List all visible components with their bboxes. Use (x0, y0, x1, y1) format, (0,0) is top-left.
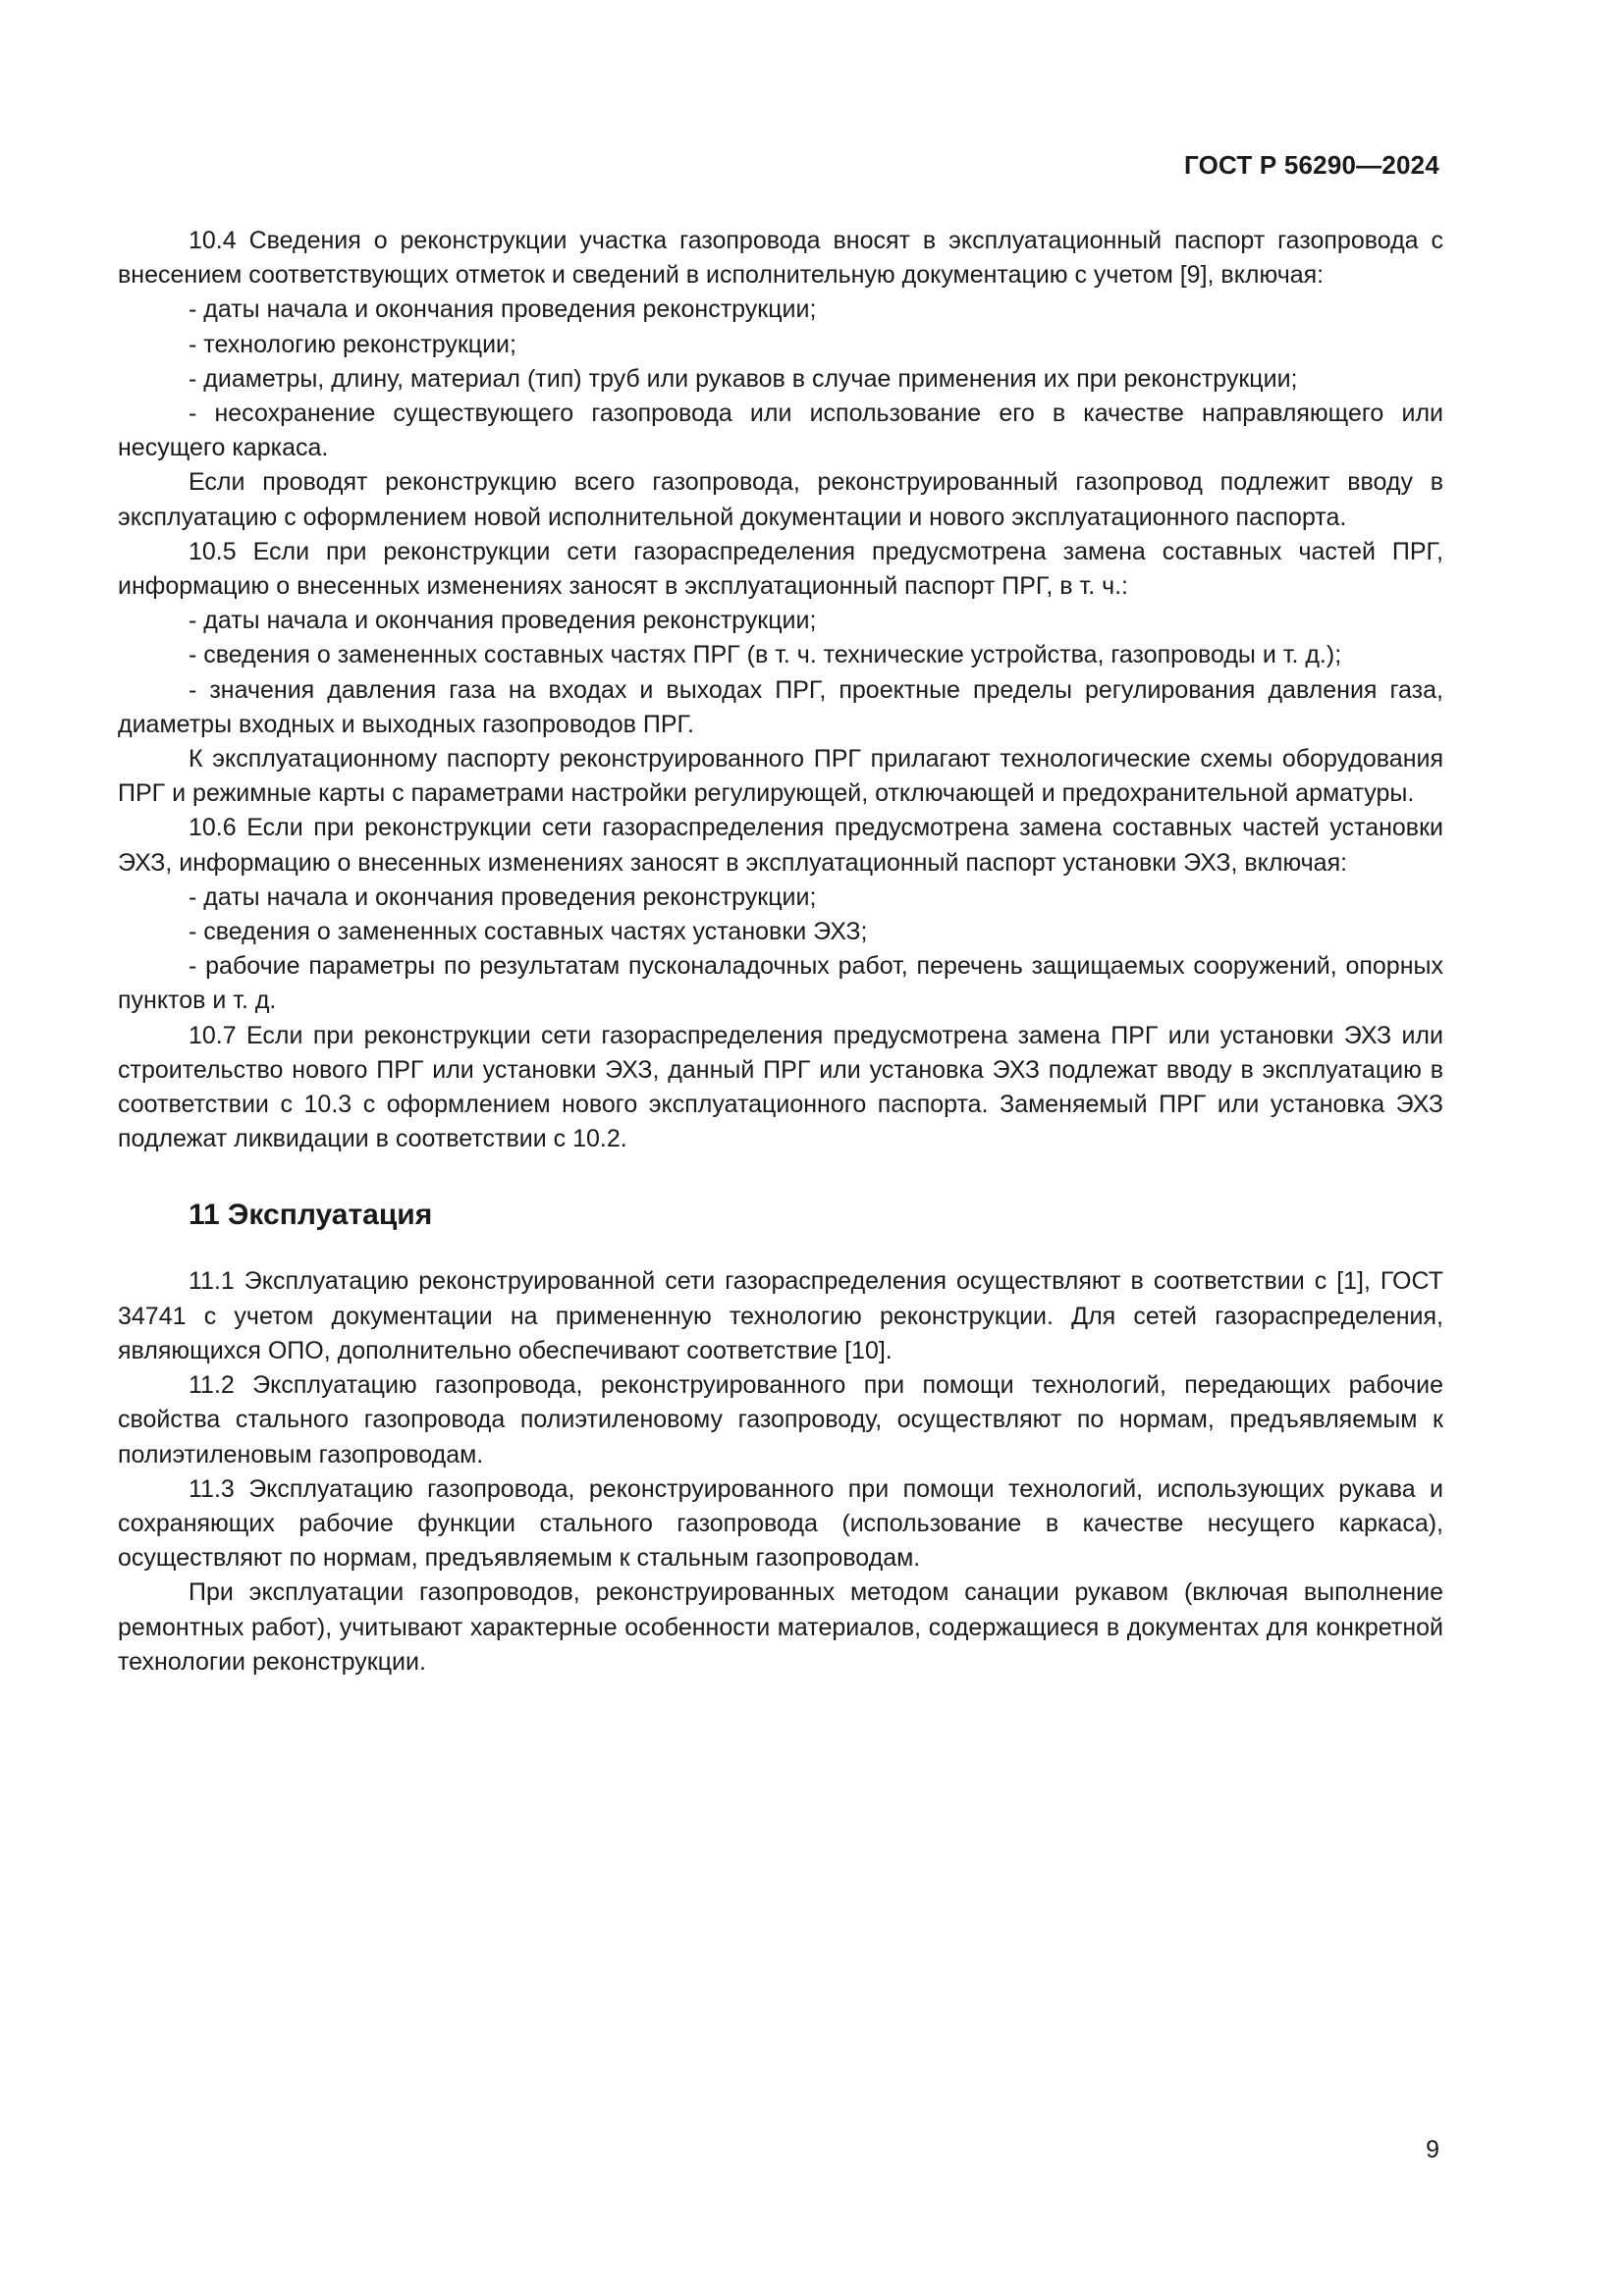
list-item: - рабочие параметры по результатам пусконаладочных работ, перечень защищаемых сооружений, опорных пунктов и т. д. (118, 952, 1443, 1015)
page-number: 9 (1426, 2136, 1439, 2163)
section-heading: 11 Эксплуатация (189, 1199, 433, 1232)
paragraph-10-7: 10.7 Если при реконструкции сети газораспределения предусмотрена замена ПРГ или установки ЭХЗ или строительство нового ПРГ или установки ЭХЗ, данный ПРГ или установка ЭХЗ подлежат вводу в эксплуатацию в соответствии с 10.3 с оформлением нового эксплуатационного паспорта. Заменяемый ПРГ или установка ЭХЗ подлежат ликвидации в соответствии с 10.2. (118, 1021, 1443, 1153)
list-item: - даты начала и окончания проведения реконструкции; (189, 882, 817, 911)
paragraph: Если проводят реконструкцию всего газопровода, реконструированный газопровод подлежит вводу в эксплуатацию с оформлением новой исполнительной документации и нового эксплуатационного паспорта. (118, 468, 1443, 531)
paragraph-11-1: 11.1 Эксплуатацию реконструированной сети газораспределения осуществляют в соответствии с [1], ГОСТ 34741 с учетом документации на примененную технологию реконструкции. Для сетей газораспределения, являющихся ОПО, дополнительно обеспечивают соответствие [10]. (118, 1267, 1443, 1364)
list-item: - несохранение существующего газопровода или использование его в качестве направляющего или несущего каркаса. (118, 400, 1443, 462)
list-item: - значения давления газа на входах и выходах ПРГ, проектные пределы регулирования давления газа, диаметры входных и выходных газопроводов ПРГ. (118, 675, 1443, 738)
list-item: - сведения о замененных составных частях ПРГ (в т. ч. технические устройства, газопроводы и т. д.); (189, 641, 1342, 669)
list-item: - технологию реконструкции; (189, 330, 516, 358)
document-header: ГОСТ Р 56290—2024 (1184, 150, 1439, 180)
section-10 (118, 224, 1443, 1156)
paragraph: При эксплуатации газопроводов, реконструированных методом санации рукавом (включая выполнение ремонтных работ), учитывают характерные особенности материалов, содержащиеся в документах для конкретной технологии реконструкции. (118, 1578, 1443, 1676)
list-item: - диаметры, длину, материал (тип) труб или рукавов в случае применения их при реконструкции; (189, 364, 1298, 393)
paragraph-11-3: 11.3 Эксплуатацию газопровода, реконструированного при помощи технологий, использующих рукава и сохраняющих рабочие функции стального газопровода (использование в качестве несущего каркаса), осуществляют по нормам, предъявляемым к стальным газопроводам. (118, 1474, 1443, 1573)
paragraph: К эксплуатационному паспорту реконструированного ПРГ прилагают технологические схемы оборудования ПРГ и режимные карты с параметрами настройки регулирующей, отключающей и предохранительной арматуры. (118, 745, 1443, 808)
paragraph-11-2: 11.2 Эксплуатацию газопровода, реконструированного при помощи технологий, передающих рабочие свойства стального газопровода полиэтиленовому газопроводу, осуществляют по нормам, предъявляемым к полиэтиленовым газопроводам. (118, 1371, 1443, 1468)
document-body (118, 224, 1443, 1680)
paragraph-10-6: 10.6 Если при реконструкции сети газораспределения предусмотрена замена составных частей установки ЭХЗ, информацию о внесенных изменениях заносят в эксплуатационный паспорт установки ЭХЗ, включая: (118, 814, 1443, 877)
list-item: - даты начала и окончания проведения реконструкции; (189, 295, 817, 324)
paragraph-10-5: 10.5 Если при реконструкции сети газораспределения предусмотрена замена составных частей ПРГ, информацию о внесенных изменениях заносят в эксплуатационный паспорт ПРГ, в т. ч.: (118, 537, 1443, 601)
list-item: - сведения о замененных составных частях установки ЭХЗ; (189, 918, 868, 946)
list-item: - даты начала и окончания проведения реконструкции; (189, 607, 817, 635)
section-11 (118, 1264, 1443, 1679)
paragraph-10-4: 10.4 Сведения о реконструкции участка газопровода вносят в эксплуатационный паспорт газопровода с внесением соответствующих отметок и сведений в исполнительную документацию с учетом [9], включая: (118, 227, 1443, 290)
